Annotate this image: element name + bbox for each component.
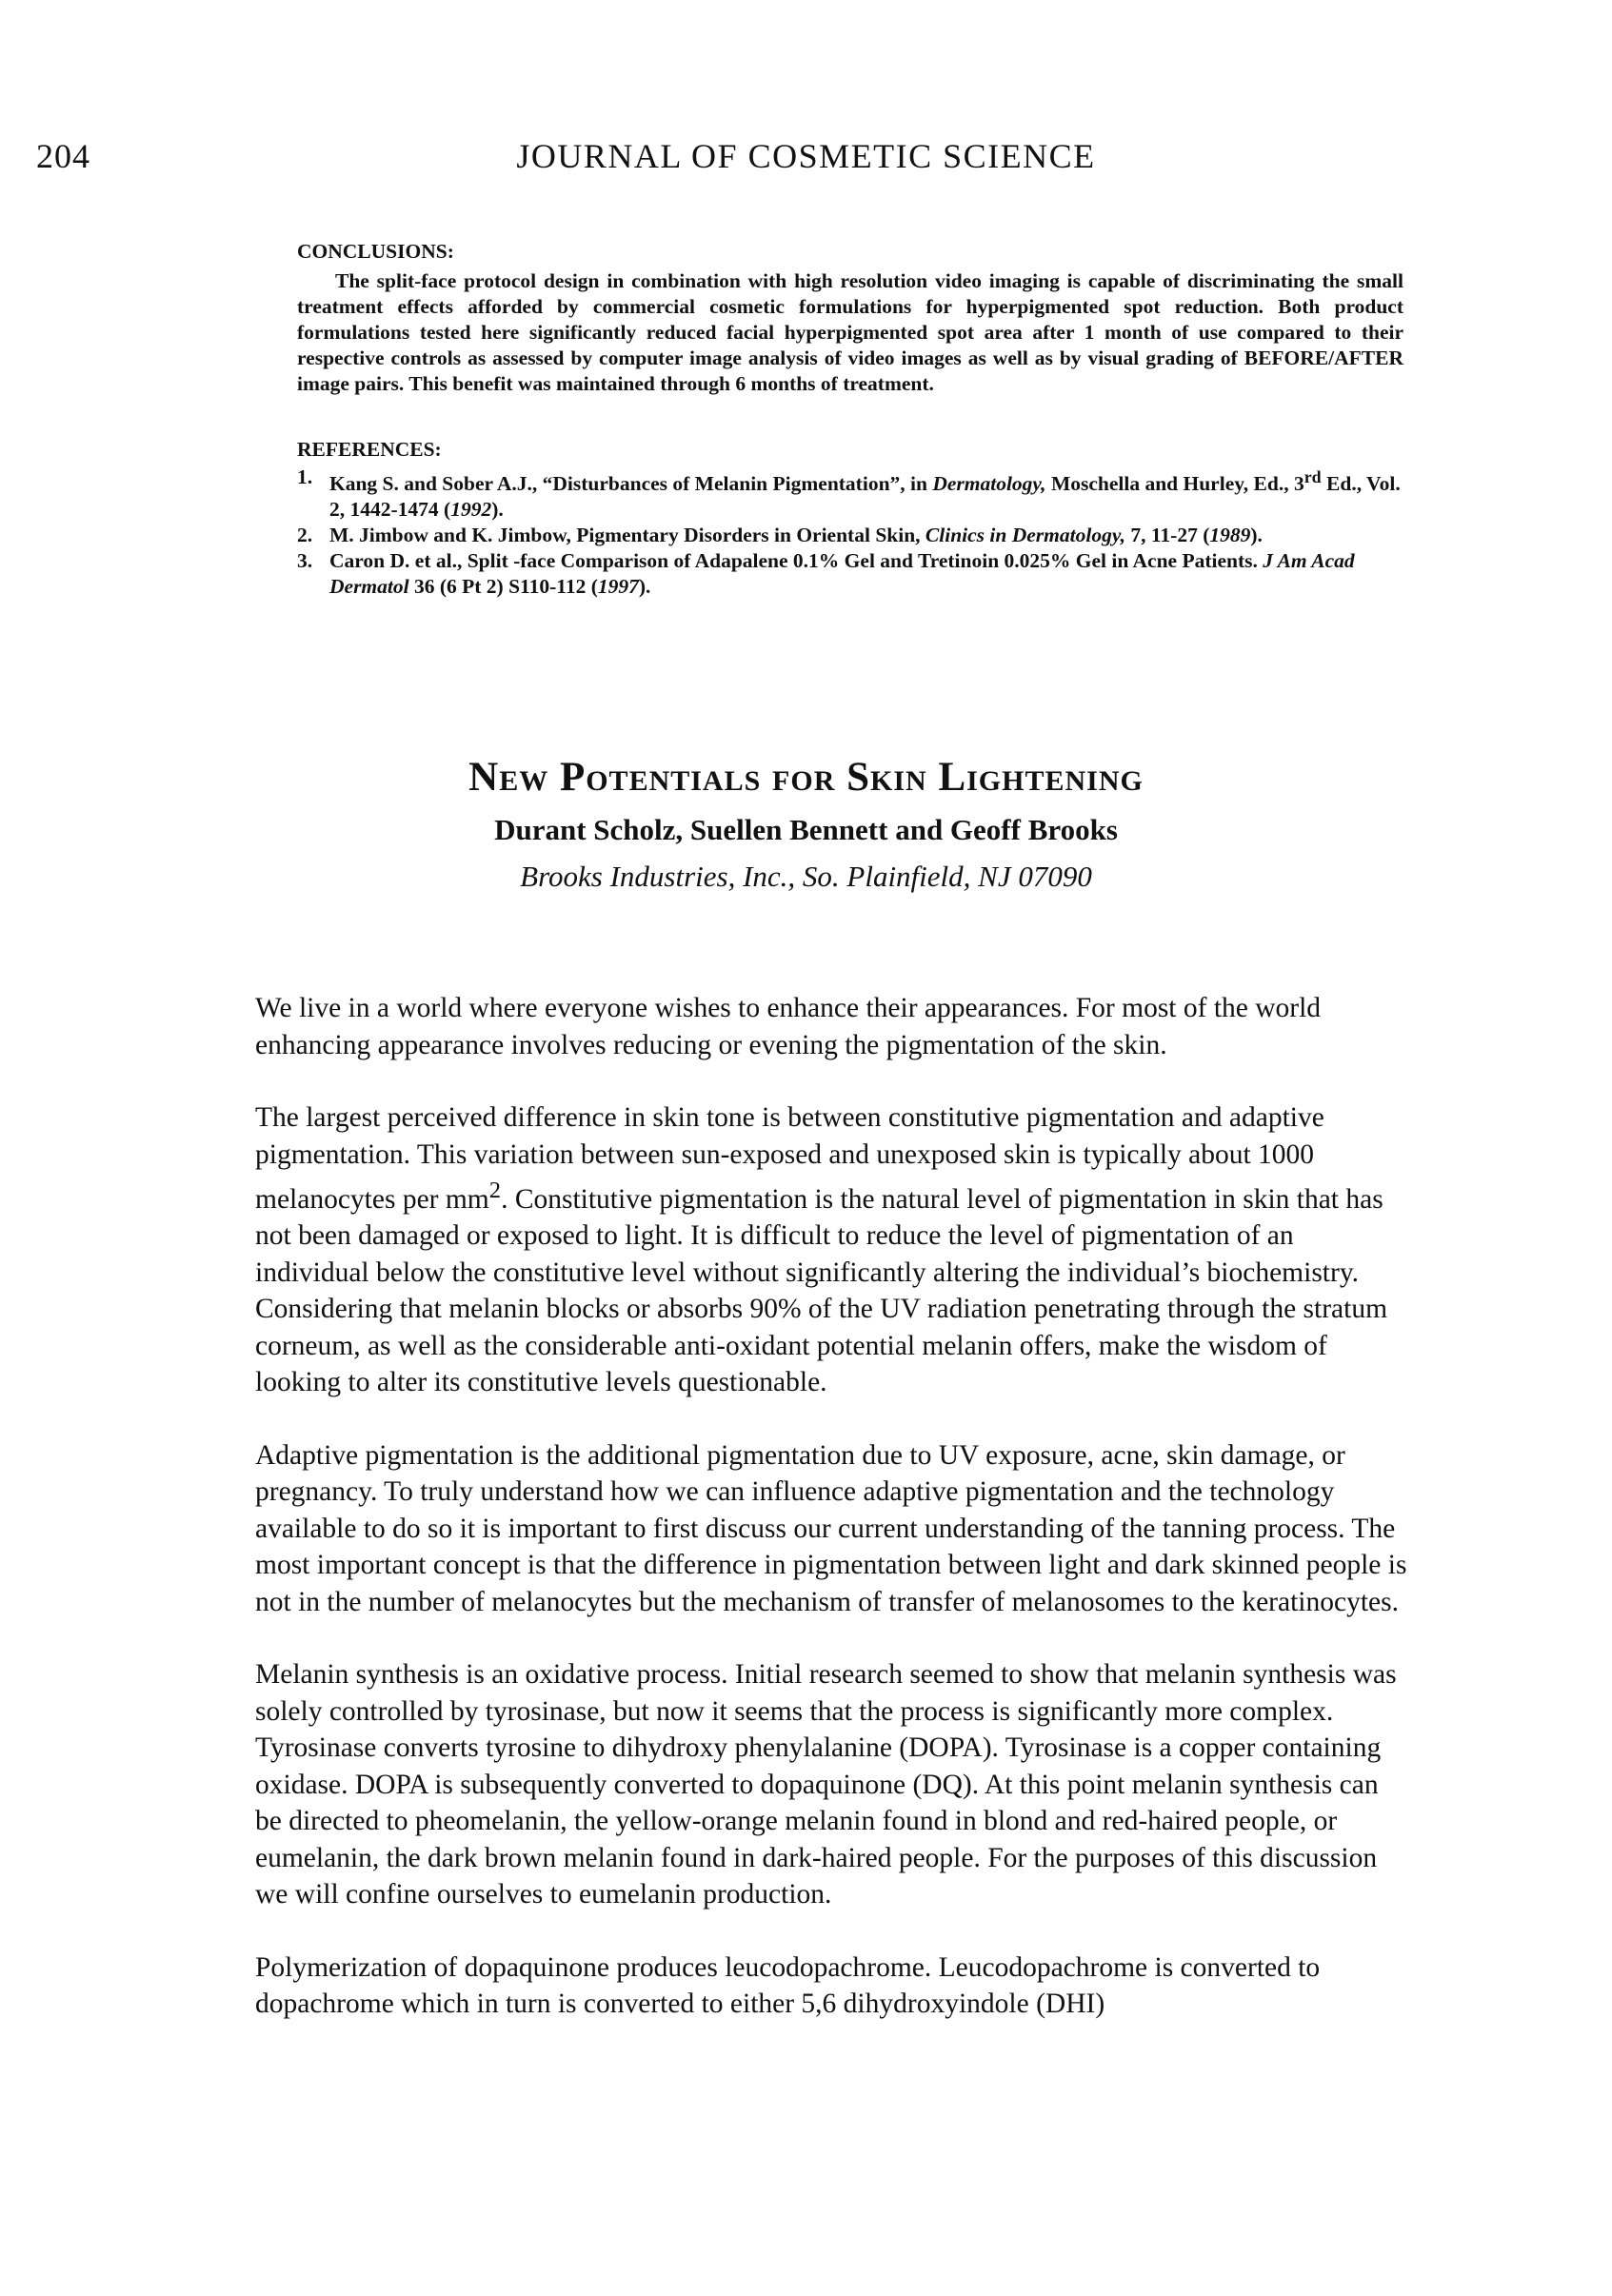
- reference-source: J Am Acad Dermatol: [329, 549, 1355, 599]
- reference-number: 3.: [297, 549, 313, 573]
- article-affiliation: Brooks Industries, Inc., So. Plainfield, NJ 07090: [520, 860, 1092, 893]
- body-paragraph: We live in a world where everyone wishes to enhance their appearances. For most of the world enhancing appearance involves reducing or evening the pigmentation of the skin.: [255, 993, 1322, 1060]
- reference-text: Kang S. and Sober A.J., “Disturbances of Melanin Pigmentation”, in Dermatology, Moschella and Hurley, Ed., 3rd Ed., Vol. 2, 1442-1474 (1992).: [329, 467, 1401, 522]
- running-head: JOURNAL OF COSMETIC SCIENCE: [516, 137, 1096, 175]
- article-title: New Potentials for Skin Lightening: [468, 755, 1144, 800]
- abstract-section: [297, 239, 1403, 600]
- reference-number: 1.: [297, 465, 313, 488]
- reference-year: 1989: [1209, 524, 1251, 547]
- reference-source: Dermatology,: [932, 472, 1046, 496]
- reference-year: 1997: [597, 575, 639, 599]
- reference-number: 2.: [297, 524, 313, 547]
- reference-item: [297, 523, 1403, 548]
- reference-item: [297, 465, 1403, 523]
- reference-text: Caron D. et al., Split -face Comparison of Adapalene 0.1% Gel and Tretinoin 0.025% Gel in Acne Patients. J Am Acad Dermatol 36 (6 Pt 2) S110-112 (1997).: [329, 549, 1355, 599]
- body-paragraph: The largest perceived difference in skin tone is between constitutive pigmentation and adaptive pigmentation. This variation between sun-exposed and unexposed skin is typically about 1000 melanocytes per $mm^2$. Constitutive pigmentation is the natural level of pigmentation in skin that has not been damaged or exposed to light. It is difficult to reduce the level of pigmentation of an individual below the constitutive level without significantly altering the individual’s biochemistry. Considering that melanin blocks or absorbs 90% of the UV radiation penetrating through the stratum corneum, as well as the considerable anti-oxidant potential melanin offers, make the wisdom of looking to alter its constitutive levels questionable.: [255, 1102, 1388, 1398]
- article-body: [255, 990, 1407, 2059]
- reference-list: [297, 465, 1403, 600]
- conclusions-label: CONCLUSIONS:: [297, 240, 454, 263]
- conclusions-text: The split-face protocol design in combination with high resolution video imaging is capable of discriminating the small treatment effects afforded by commercial cosmetic formulations for hyperpigmented spot reduction. Both product formulations tested here significantly reduced facial hyperpigmented spot area after 1 month of use compared to their respective controls as assessed by computer image analysis of video images as well as by visual grading of BEFORE/AFTER image pairs. This benefit was maintained through 6 months of treatment.: [297, 269, 1403, 395]
- reference-year: 1992: [450, 498, 492, 522]
- reference-text: M. Jimbow and K. Jimbow, Pigmentary Disorders in Oriental Skin, Clinics in Dermatology, 7, 11-27 (1989).: [329, 524, 1263, 547]
- body-paragraph: Adaptive pigmentation is the additional pigmentation due to UV exposure, acne, skin damage, or pregnancy. To truly understand how we can influence adaptive pigmentation and the technology available to do so it is important to first discuss our current understanding of the tanning process. The most important concept is that the difference in pigmentation between light and dark skinned people is not in the number of melanocytes but the mechanism of transfer of melanosomes to the keratinocytes.: [255, 1439, 1407, 1617]
- body-paragraph: Melanin synthesis is an oxidative process. Initial research seemed to show that melanin synthesis was solely controlled by tyrosinase, but now it seems that the process is significantly more complex. Tyrosinase converts tyrosine to dihydroxy phenylalanine (DOPA). Tyrosinase is a copper containing oxidase. DOPA is subsequently converted to dopaquinone (DQ). At this point melanin synthesis can be directed to pheomelanin, the yellow-orange melanin found in blond and red-haired people, or eumelanin, the dark brown melanin found in dark-haired people. For the purposes of this discussion we will confine ourselves to eumelanin production.: [255, 1659, 1397, 1910]
- reference-source: Clinics in Dermatology,: [925, 524, 1125, 547]
- article-authors: Durant Scholz, Suellen Bennett and Geoff Brooks: [494, 813, 1118, 846]
- references-label: REFERENCES:: [297, 438, 442, 461]
- page-number: 204: [36, 137, 90, 175]
- body-paragraph: Polymerization of dopaquinone produces leucodopachrome. Leucodopachrome is converted to dopachrome which in turn is converted to either 5,6 dihydroxyindole (DHI): [255, 1951, 1321, 2020]
- reference-item: [297, 548, 1403, 600]
